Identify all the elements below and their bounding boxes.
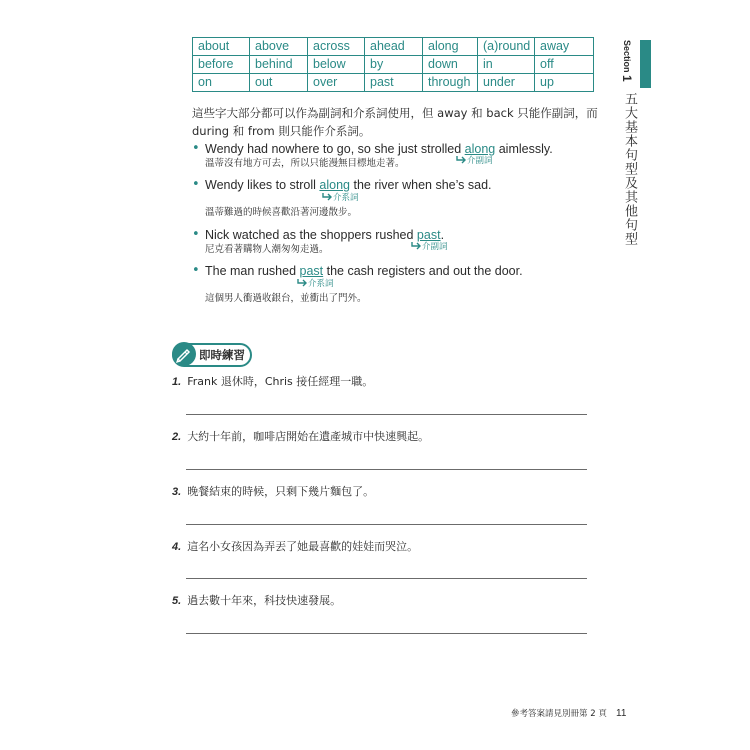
table-cell: out (250, 74, 308, 92)
example-translation: 溫蒂難過的時候喜歡沿著河邊散步。 (205, 207, 358, 218)
keyword: past (299, 264, 324, 278)
bent-arrow-icon (321, 192, 333, 202)
section-tab-bar (640, 40, 651, 88)
word-table-row (193, 56, 594, 74)
table-cell: over (308, 74, 365, 92)
table-cell: in (478, 56, 535, 74)
question-item: 5. 過去數十年來，科技快速發展。 (172, 594, 342, 607)
table-cell: ahead (365, 38, 423, 56)
question-item: 3. 晚餐結束的時候，只剩下幾片麵包了。 (172, 485, 375, 498)
word-table-row (193, 38, 594, 56)
practice-badge (172, 343, 252, 367)
keyword: past (416, 228, 441, 242)
question-item: 4. 這名小女孩因為弄丟了她最喜歡的娃娃而哭泣。 (172, 540, 419, 553)
section-number: 1 (620, 75, 634, 82)
table-cell: (a)round (478, 38, 535, 56)
chapter-title: 五大基本句型及其他句型 (622, 92, 637, 246)
bent-arrow-icon (410, 241, 422, 251)
answer-line[interactable] (186, 524, 587, 525)
example-translation: 溫蒂沒有地方可去，所以只能漫無目標地走著。 (205, 158, 405, 169)
page-number: 11 (616, 708, 627, 719)
table-cell: above (250, 38, 308, 56)
intro-paragraph: 這些字大部分都可以作為副詞和介系詞使用，但 away 和 back 只能作副詞，而 during 和 from 則只能作介系詞。 (192, 106, 598, 138)
table-cell: away (535, 38, 594, 56)
table-cell: across (308, 38, 365, 56)
word-table-row (193, 74, 594, 92)
bent-arrow-icon (296, 278, 308, 288)
keyword: along (319, 178, 350, 192)
question-item: 2. 大約十年前，咖啡店開始在遺產城市中快速興起。 (172, 430, 430, 443)
example-sentence: The man rushed past the cash registers and out the door. (205, 264, 523, 278)
answer-line[interactable] (186, 578, 587, 579)
bullet-icon: • (192, 141, 200, 156)
table-cell: behind (250, 56, 308, 74)
section-label: Section 1 (620, 40, 634, 82)
answer-reference: 參考答案請見別冊第 2 頁 (511, 709, 607, 719)
example-sentence: Wendy had nowhere to go, so she just strolled along aimlessly. (205, 142, 553, 156)
example-translation: 尼克看著購物人潮匆匆走過。 (205, 244, 329, 255)
word-table (192, 37, 594, 92)
table-cell: past (365, 74, 423, 92)
table-cell: about (193, 38, 250, 56)
table-cell: up (535, 74, 594, 92)
example-translation: 這個男人衝過收銀台，並衝出了門外。 (205, 293, 367, 304)
example-sentence: Nick watched as the shoppers rushed past. (205, 228, 445, 242)
pencil-icon (172, 342, 196, 366)
bullet-icon: • (192, 177, 200, 192)
table-cell: down (423, 56, 478, 74)
bent-arrow-icon (455, 155, 467, 165)
bullet-icon: • (192, 263, 200, 278)
bullet-icon: • (192, 227, 200, 242)
practice-title: 即時練習 (199, 348, 245, 362)
table-cell: under (478, 74, 535, 92)
table-cell: before (193, 56, 250, 74)
usage-tag: 介副詞 (455, 155, 493, 167)
usage-tag: 介系詞 (296, 278, 334, 290)
table-cell: by (365, 56, 423, 74)
table-cell: off (535, 56, 594, 74)
example-sentence: Wendy likes to stroll along the river when she’s sad. (205, 178, 492, 192)
answer-line[interactable] (186, 469, 587, 470)
question-item: 1. Frank 退休時，Chris 接任經理一職。 (172, 375, 374, 388)
table-cell: on (193, 74, 250, 92)
keyword: along (464, 142, 496, 156)
usage-tag: 介系詞 (321, 192, 359, 204)
answer-line[interactable] (186, 633, 587, 634)
table-cell: through (423, 74, 478, 92)
usage-tag: 介副詞 (410, 241, 448, 253)
table-cell: below (308, 56, 365, 74)
answer-line[interactable] (186, 414, 587, 415)
table-cell: along (423, 38, 478, 56)
